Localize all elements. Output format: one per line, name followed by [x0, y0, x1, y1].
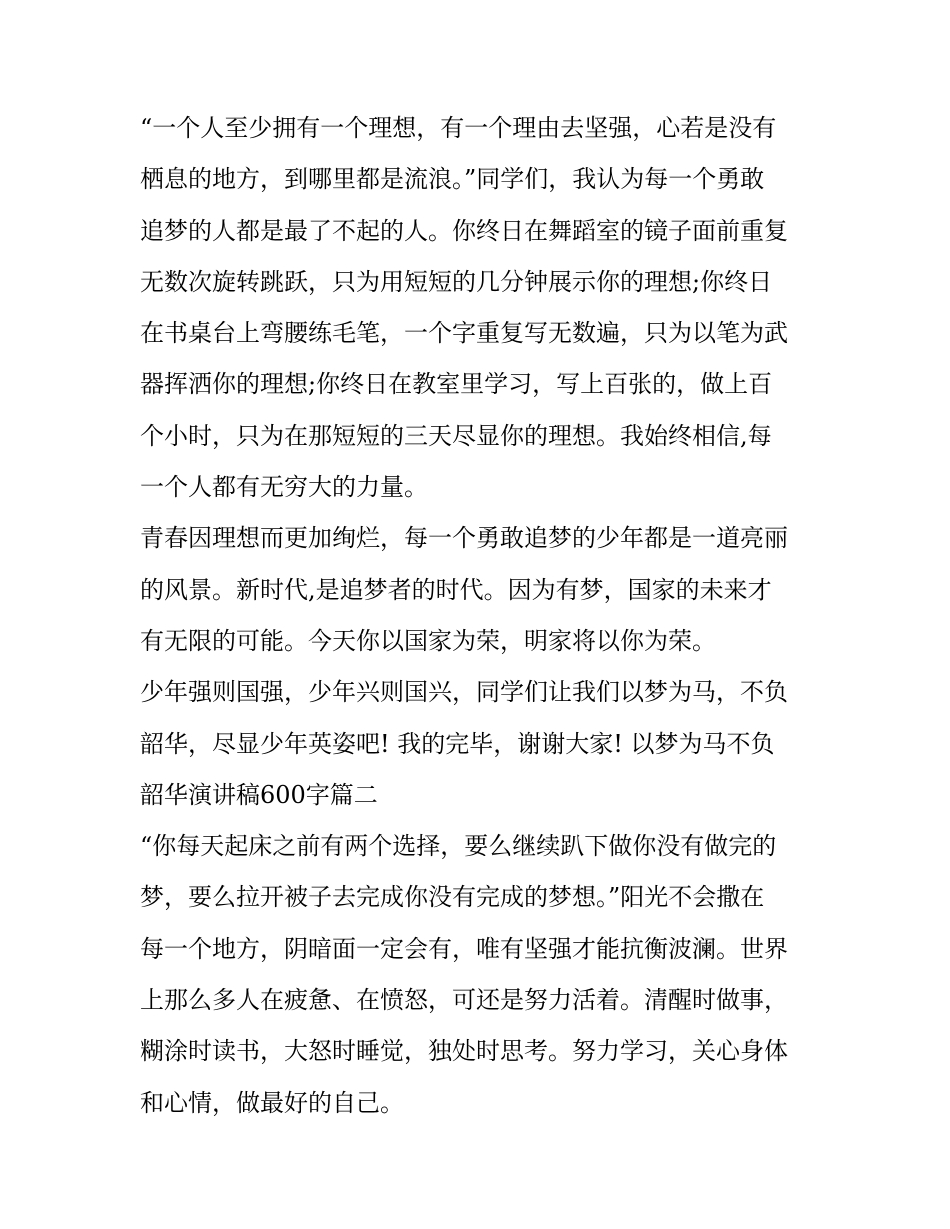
text-line: 梦，要么拉开被子去完成你没有完成的梦想。”阳光不会撒在 — [140, 883, 765, 912]
text-line: “一个人至少拥有一个理想，有一个理由去坚强，心若是没有 — [140, 114, 777, 142]
text-line: 有无限的可能。今天你以国家为荣，明家将以你为荣。 — [140, 626, 716, 655]
text-line: 糊涂时读书，大怒时睡觉，独处时思考。努力学习，关心身体 — [140, 1037, 788, 1066]
text-line: 一个人都有无穷大的力量。 — [140, 473, 428, 502]
text-line: “你每天起床之前有两个选择，要么继续趴下做你没有做完的 — [140, 832, 777, 861]
document-body — [140, 103, 820, 1129]
text-line: 器挥洒你的理想;你终日在教室里学习，写上百张的，做上百 — [140, 370, 773, 399]
text-line: 韶华，尽显少年英姿吧! 我的完毕，谢谢大家! 以梦为马不负 — [140, 729, 775, 758]
text-line: 的风景。新时代,是追梦者的时代。因为有梦，国家的未来才 — [140, 575, 772, 604]
text-line: 无数次旋转跳跃，只为用短短的几分钟展示你的理想;你终日 — [140, 267, 773, 296]
text-line: 每一个地方，阴暗面一定会有，唯有坚强才能抗衡波澜。世界 — [140, 934, 788, 963]
text-line: 栖息的地方，到哪里都是流浪。”同学们，我认为每一个勇敢 — [140, 165, 765, 194]
text-line: 在书桌台上弯腰练毛笔，一个字重复写无数遍，只为以笔为武 — [140, 319, 788, 348]
text-line: 和心情，做最好的自己。 — [140, 1088, 404, 1117]
text-line: 少年强则国强，少年兴则国兴，同学们让我们以梦为马，不负 — [140, 678, 788, 707]
text-line: 青春因理想而更加绚烂，每一个勇敢追梦的少年都是一道亮丽 — [140, 524, 788, 553]
section-heading: 韶华演讲稿600字篇二 — [140, 780, 378, 809]
text-line: 个小时，只为在那短短的三天尽显你的理想。我始终相信,每 — [140, 421, 772, 450]
text-line: 上那么多人在疲惫、在愤怒，可还是努力活着。清醒时做事， — [140, 986, 788, 1015]
text-line: 追梦的人都是最了不起的人。你终日在舞蹈室的镜子面前重复 — [140, 216, 788, 245]
